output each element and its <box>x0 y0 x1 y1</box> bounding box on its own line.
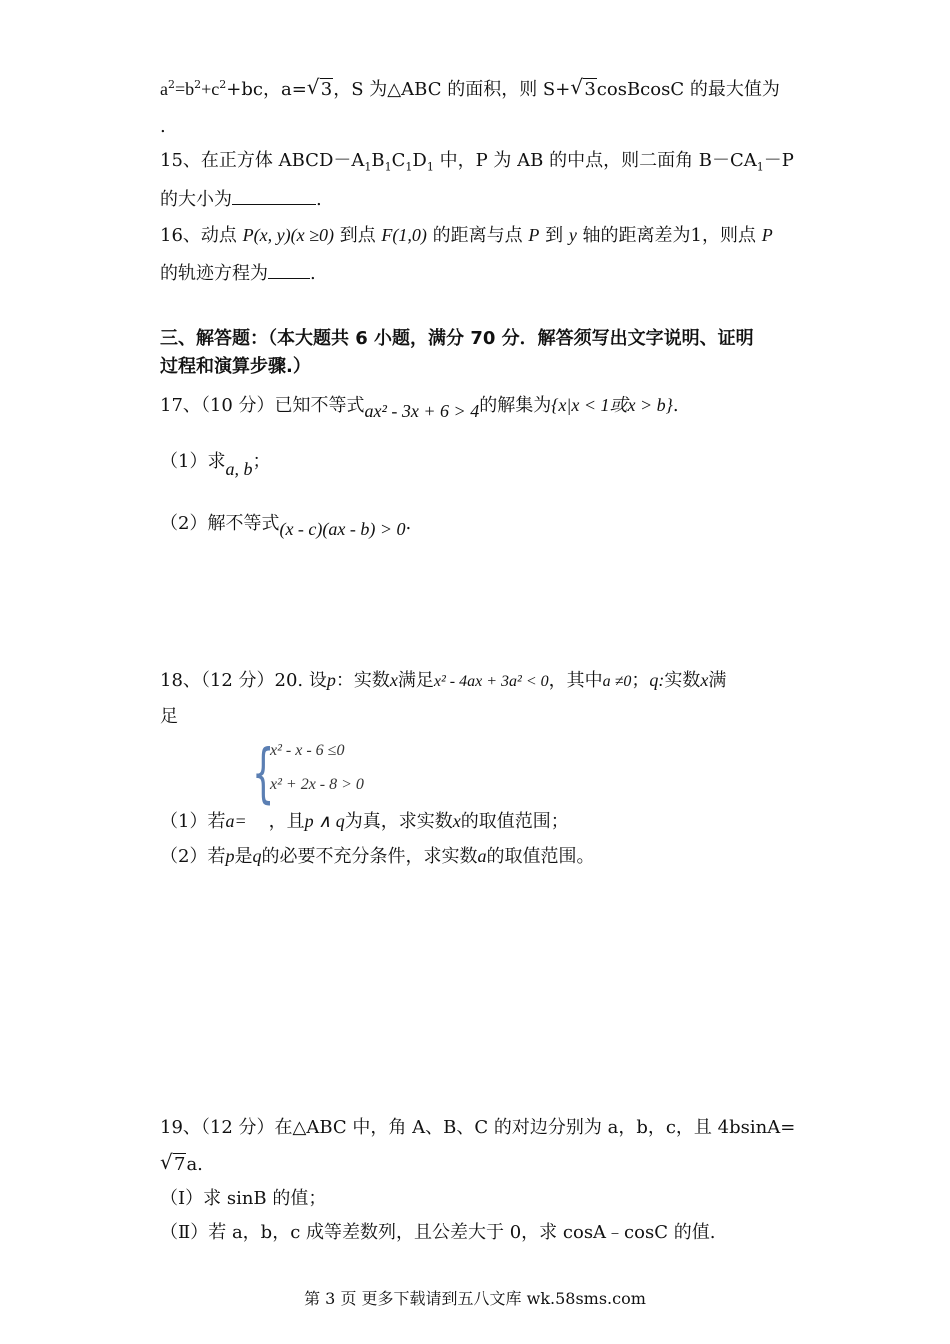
text-tail: cosBcosC 的最大值为 <box>596 79 780 100</box>
q15-line1: 15、在正方体 $ABCD-A_1B_1C_1D_1$ 中，P 为 AB 的中点，则二面角 $B-CA_1-P$ <box>160 150 794 174</box>
q16-line2: 的轨迹方程为 . <box>160 260 316 287</box>
q14-continuation: $a^2=b^2+c^2+bc$，a= √ 3，S 为△ABC 的面积，则 S+ √ 3cosBcosC 的最大值为 <box>160 76 780 103</box>
q19-part2: （Ⅱ）若 a，b，c 成等差数列，且公差大于 0，求 cosA﹣cosC 的值. <box>160 1222 716 1243</box>
page-footer: 第 3 页 更多下载请到五八文库 wk.58sms.com <box>304 1289 646 1308</box>
answer-blank <box>232 186 316 205</box>
text-p2: +bc，a= <box>226 79 307 100</box>
text-eq1: =b <box>175 79 195 99</box>
q19-part1: （Ⅰ）求 sinB 的值； <box>160 1188 327 1209</box>
system-eq1: x² - x - 6 ≤0 <box>270 742 345 759</box>
q17-line1: 17、（10 分）已知不等式ax² - 3x + 6 > 4的解集为{x|x < 1或x > b}. <box>160 395 679 421</box>
text-a: a <box>160 79 168 99</box>
q18-part2: （2）若p是q的必要不充分条件，求实数a的取值范围。 <box>160 846 595 867</box>
q19-line2: √ 7a. <box>160 1152 203 1178</box>
q18-line1: 18、（12 分）20. 设p：实数x满足x² - 4ax + 3a² < 0，其中a ≠0；q:实数x满 <box>160 670 727 691</box>
q15-line2: 的大小为 . <box>160 186 322 213</box>
section-heading-line1: 三、解答题：（本大题共 6 小题，满分 70 分．解答须写出文字说明、证明 <box>160 328 754 349</box>
sqrt-3b: √ 3 <box>570 75 596 100</box>
section-heading-line2: 过程和演算步骤.） <box>160 356 311 377</box>
text-p1: +c <box>201 79 220 99</box>
system-eq2: x² + 2x - 8 > 0 <box>270 776 364 793</box>
left-brace: { <box>252 737 275 811</box>
sqrt-7: √ 7 <box>160 1150 186 1175</box>
q16-line1: 16、动点 P(x, y)(x ≥0) 到点 F(1,0) 的距离与点 P 到 y 轴的距离差为1，则点 P <box>160 225 773 246</box>
sqrt-3: √ 3 <box>306 75 333 100</box>
q18-line2: 足 <box>160 706 178 727</box>
text-mid: ，S 为△ABC 的面积，则 S+ <box>333 79 571 100</box>
q18-part1: （1）若a= ，且p ∧ q为真，求实数x的取值范围； <box>160 811 569 832</box>
q19-line1: 19、（12 分）在△ABC 中，角 A、B、C 的对边分别为 a，b，c，且 4bsinA= <box>160 1117 796 1138</box>
q17-part2: （2）解不等式(x - c)(ax - b) > 0. <box>160 513 412 539</box>
q17-part1: （1）求a, b； <box>160 451 271 479</box>
answer-blank <box>268 260 310 279</box>
q14-period: . <box>160 116 166 137</box>
